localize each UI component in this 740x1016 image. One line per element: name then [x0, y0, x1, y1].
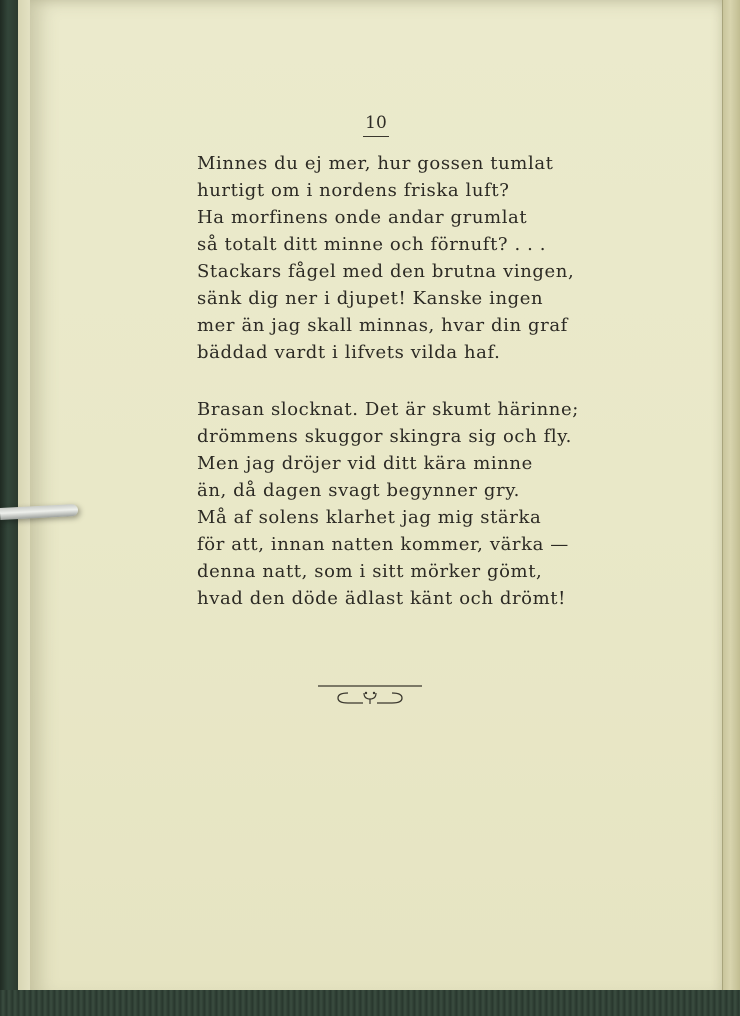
- stanza-2: [197, 396, 637, 612]
- verse-line: Må af solens klarhet jag mig stärka: [197, 507, 542, 528]
- verse-line: för att, innan natten kommer, värka —: [197, 534, 569, 555]
- end-ornament-icon: [318, 684, 422, 706]
- page-number: 10: [365, 113, 387, 133]
- page-number-underline: [363, 136, 389, 137]
- verse-line: Men jag dröjer vid ditt kära minne: [197, 453, 533, 474]
- verse-line: Ha morfinens onde andar grumlat: [197, 207, 528, 228]
- verse-line: bäddad vardt i lifvets vilda haf.: [197, 342, 501, 363]
- verse-line: denna natt, som i sitt mörker gömt,: [197, 561, 543, 582]
- right-page-edges: [722, 0, 740, 1000]
- verse-line: än, då dagen svagt begynner gry.: [197, 480, 520, 501]
- verse-line: så totalt ditt minne och förnuft? . . .: [197, 234, 547, 255]
- verse-line: drömmens skuggor skingra sig och fly.: [197, 426, 572, 447]
- verse-line: Minnes du ej mer, hur gossen tumlat: [197, 153, 554, 174]
- verse-line: mer än jag skall minnas, hvar din graf: [197, 315, 568, 336]
- book-cover-edge: [0, 990, 740, 1016]
- stanza-1: [197, 150, 637, 366]
- verse-line: hurtigt om i nordens friska luft?: [197, 180, 510, 201]
- verse-line: Brasan slocknat. Det är skumt härinne;: [197, 399, 579, 420]
- verse-line: Stackars fågel med den brutna vingen,: [197, 261, 575, 282]
- verse-line: hvad den döde ädlast känt och drömt!: [197, 588, 566, 609]
- verse-line: sänk dig ner i djupet! Kanske ingen: [197, 288, 544, 309]
